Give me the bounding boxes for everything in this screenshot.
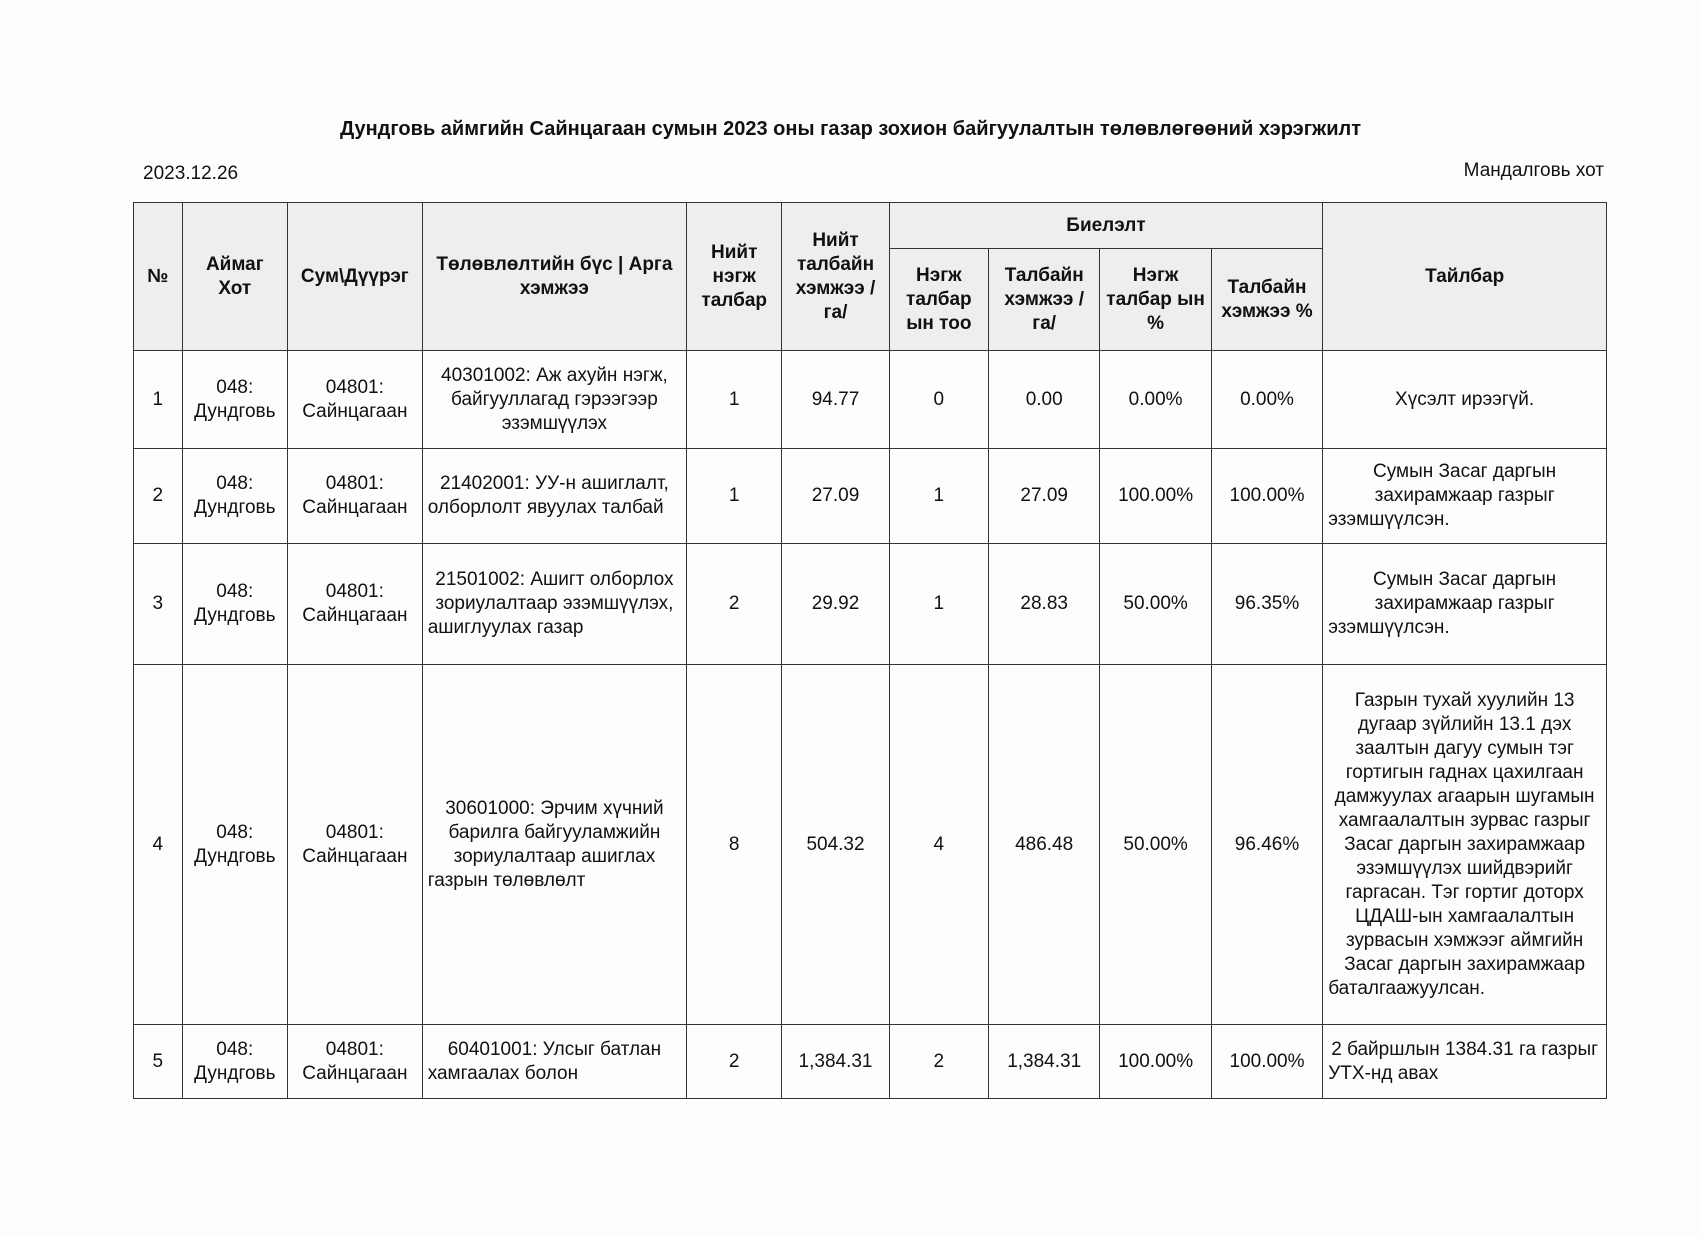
cell-sum: 04801: Сайнцагаан	[287, 449, 422, 544]
cell-no: 1	[134, 351, 183, 449]
cell-exec-area: 0.00	[988, 351, 1099, 449]
cell-total-units: 2	[687, 1025, 782, 1099]
cell-no: 3	[134, 544, 183, 665]
cell-exec-units: 2	[889, 1025, 988, 1099]
cell-exec-units: 1	[889, 449, 988, 544]
cell-exec-area-pct: 96.46%	[1211, 665, 1322, 1025]
cell-exec-area: 1,384.31	[988, 1025, 1099, 1099]
cell-aimag: 048: Дундговь	[182, 544, 287, 665]
header-total-units: Нийт нэгж талбар	[687, 203, 782, 351]
cell-exec-unit-pct: 50.00%	[1100, 665, 1211, 1025]
header-plan: Төлөвлөлтийн бүс | Арга хэмжээ	[422, 203, 686, 351]
cell-sum: 04801: Сайнцагаан	[287, 351, 422, 449]
cell-exec-area: 28.83	[988, 544, 1099, 665]
header-total-area: Нийт талбайн хэмжээ /га/	[782, 203, 889, 351]
cell-sum: 04801: Сайнцагаан	[287, 1025, 422, 1099]
cell-exec-area: 27.09	[988, 449, 1099, 544]
cell-plan: 30601000: Эрчим хүчний барилга байгууламжийн зориулалтаар ашиглах газрын төлөвлөлт	[422, 665, 686, 1025]
header-aimag: Аймаг Хот	[182, 203, 287, 351]
cell-no: 2	[134, 449, 183, 544]
cell-note: Сумын Засаг даргын захирамжаар газрыг эзэмшүүлсэн.	[1323, 544, 1607, 665]
cell-total-units: 1	[687, 351, 782, 449]
cell-aimag: 048: Дундговь	[182, 665, 287, 1025]
cell-sum: 04801: Сайнцагаан	[287, 665, 422, 1025]
cell-total-units: 2	[687, 544, 782, 665]
cell-exec-unit-pct: 50.00%	[1100, 544, 1211, 665]
cell-no: 5	[134, 1025, 183, 1099]
header-exec-units: Нэгж талбар ын тоо	[889, 249, 988, 351]
header-exec-area: Талбайн хэмжээ /га/	[988, 249, 1099, 351]
cell-exec-unit-pct: 100.00%	[1100, 449, 1211, 544]
cell-total-area: 1,384.31	[782, 1025, 889, 1099]
table-row	[134, 544, 1607, 665]
cell-aimag: 048: Дундговь	[182, 1025, 287, 1099]
cell-plan: 60401001: Улсыг батлан хамгаалах болон	[422, 1025, 686, 1099]
header-exec-unit-pct: Нэгж талбар ын %	[1100, 249, 1211, 351]
header-sum: Сум\Дүүрэг	[287, 203, 422, 351]
cell-exec-unit-pct: 0.00%	[1100, 351, 1211, 449]
cell-total-area: 94.77	[782, 351, 889, 449]
document-date: 2023.12.26	[143, 163, 239, 184]
table-row	[134, 449, 1607, 544]
table-row	[134, 1025, 1607, 1099]
cell-exec-units: 4	[889, 665, 988, 1025]
cell-total-units: 1	[687, 449, 782, 544]
header-note: Тайлбар	[1323, 203, 1607, 351]
cell-exec-units: 0	[889, 351, 988, 449]
cell-plan: 40301002: Аж ахуйн нэгж, байгууллагад гэрээгээр эзэмшүүлэх	[422, 351, 686, 449]
cell-exec-unit-pct: 100.00%	[1100, 1025, 1211, 1099]
header-no: №	[134, 203, 183, 351]
cell-exec-area-pct: 0.00%	[1211, 351, 1322, 449]
plan-table	[133, 202, 1607, 1099]
document-title: Дундговь аймгийн Сайнцагаан сумын 2023 оны газар зохион байгуулалтын төлөвлөгөөний хэрэгжилт	[339, 118, 1362, 140]
table-row	[134, 665, 1607, 1025]
cell-sum: 04801: Сайнцагаан	[287, 544, 422, 665]
cell-note: 2 байршлын 1384.31 га газрыг УТХ-нд авах	[1323, 1025, 1607, 1099]
cell-no: 4	[134, 665, 183, 1025]
cell-exec-units: 1	[889, 544, 988, 665]
cell-total-area: 504.32	[782, 665, 889, 1025]
cell-total-units: 8	[687, 665, 782, 1025]
cell-note: Газрын тухай хуулийн 13 дугаар зүйлийн 13.1 дэх заалтын дагуу сумын тэг гортигын гаднах цахилгаан дамжуулах агаарын шугамын хамгаалалтын зурвас газрыг Засаг даргын захирамжаар эзэмшүүлэх шийдвэрийг гаргасан. Тэг гортиг доторх ЦДАШ-ын хамгаалалтын зурвасын хэмжээг аймгийн Засаг даргын захирамжаар баталгаажуулсан.	[1323, 665, 1607, 1025]
cell-exec-area-pct: 96.35%	[1211, 544, 1322, 665]
cell-exec-area-pct: 100.00%	[1211, 449, 1322, 544]
cell-total-area: 27.09	[782, 449, 889, 544]
cell-plan: 21402001: УУ-н ашиглалт, олборлолт явуулах талбай	[422, 449, 686, 544]
cell-exec-area-pct: 100.00%	[1211, 1025, 1322, 1099]
document-place: Мандалговь хот	[1463, 160, 1604, 181]
cell-plan: 21501002: Ашигт олборлох зориулалтаар эзэмшүүлэх, ашиглуулах газар	[422, 544, 686, 665]
cell-note: Хүсэлт ирээгүй.	[1323, 351, 1607, 449]
cell-exec-area: 486.48	[988, 665, 1099, 1025]
header-execution: Биелэлт	[889, 203, 1323, 249]
cell-aimag: 048: Дундговь	[182, 351, 287, 449]
cell-note: Сумын Засаг даргын захирамжаар газрыг эзэмшүүлсэн.	[1323, 449, 1607, 544]
cell-aimag: 048: Дундговь	[182, 449, 287, 544]
table-row	[134, 351, 1607, 449]
cell-total-area: 29.92	[782, 544, 889, 665]
header-exec-area-pct: Талбайн хэмжээ %	[1211, 249, 1322, 351]
